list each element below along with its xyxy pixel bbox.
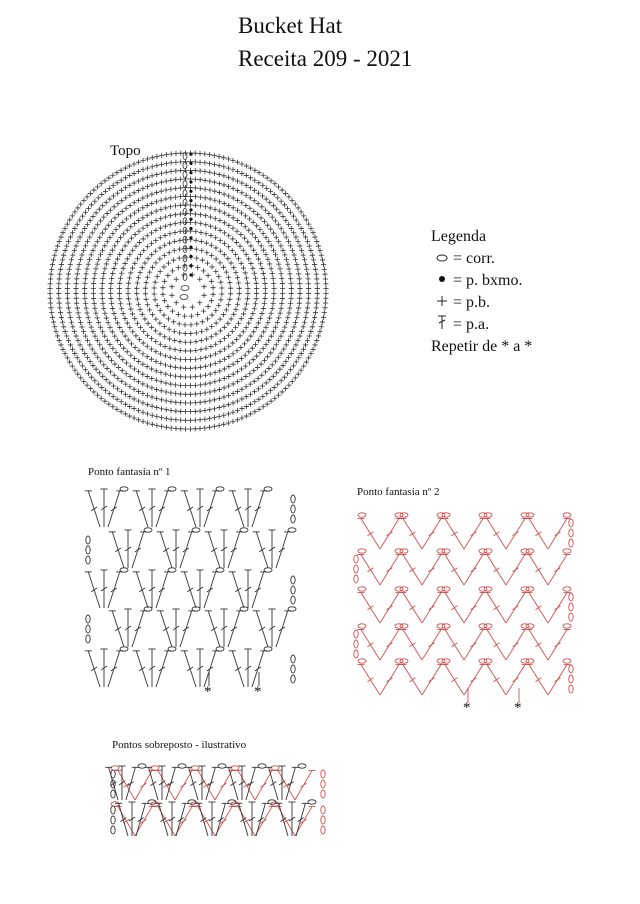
double-crochet-mark xyxy=(225,767,238,800)
double-crochet-mark xyxy=(199,766,206,800)
legend-heading: Legenda xyxy=(431,228,487,245)
double-crochet-mark xyxy=(295,771,316,800)
chain-mark xyxy=(321,816,325,824)
double-crochet-mark xyxy=(235,771,256,800)
double-crochet-mark xyxy=(129,802,136,836)
repeat-mark: * xyxy=(204,684,212,700)
chain-mark xyxy=(321,806,325,814)
page-subtitle: Receita 209 - 2021 xyxy=(238,46,413,71)
legend-text: = p.b. xyxy=(453,294,491,311)
double-crochet-mark xyxy=(289,802,296,836)
double-crochet-mark xyxy=(215,771,236,800)
dc-slash xyxy=(261,783,267,787)
double-crochet-mark xyxy=(135,771,156,800)
double-crochet-mark xyxy=(195,771,216,800)
chain-mark xyxy=(111,802,119,806)
overlay-label: Pontos sobreposto - ilustrativo xyxy=(112,739,247,751)
chain-mark xyxy=(218,764,226,768)
dc-slash xyxy=(261,819,267,823)
legend-text: = p. bxmo. xyxy=(453,272,523,289)
legend-text: = p.a. xyxy=(453,316,490,333)
legend-text: = corr. xyxy=(453,250,495,267)
dc-slash xyxy=(181,819,187,823)
chain-mark xyxy=(111,790,115,798)
double-crochet-mark xyxy=(275,771,296,800)
chain-mark xyxy=(138,764,146,768)
dc-slash xyxy=(301,819,307,823)
chain-mark xyxy=(191,766,199,770)
legend-repeat-note: Repetir de * a * xyxy=(431,338,533,355)
dc-slash xyxy=(181,783,187,787)
double-crochet-mark xyxy=(255,771,276,800)
double-crochet-mark xyxy=(155,771,176,800)
pattern1-label: Ponto fantasia nº 1 xyxy=(88,466,171,478)
page-title: Bucket Hat xyxy=(238,13,343,38)
double-crochet-mark xyxy=(169,802,176,836)
top-label: Topo xyxy=(110,143,141,159)
repeat-mark: * xyxy=(254,684,262,700)
double-crochet-mark xyxy=(279,766,286,800)
chain-mark xyxy=(111,816,115,824)
dc-slash xyxy=(221,819,227,823)
dc-slash xyxy=(141,819,147,823)
double-crochet-mark xyxy=(209,802,216,836)
repeat-mark: * xyxy=(463,700,471,716)
double-crochet-mark xyxy=(115,771,136,800)
chain-mark xyxy=(111,826,115,834)
chain-mark xyxy=(111,766,119,770)
chain-mark xyxy=(321,770,325,778)
chain-mark xyxy=(231,766,239,770)
repeat-mark: * xyxy=(514,700,522,716)
double-crochet-mark xyxy=(249,802,256,836)
chain-mark xyxy=(308,800,316,804)
double-crochet-mark xyxy=(105,767,118,800)
double-crochet-mark xyxy=(145,767,158,800)
chain-mark xyxy=(258,764,266,768)
double-crochet-mark xyxy=(119,766,126,800)
chain-mark xyxy=(111,806,115,814)
double-crochet-mark xyxy=(265,767,278,800)
double-crochet-mark xyxy=(185,767,198,800)
dc-slash xyxy=(141,783,147,787)
pattern2-label: Ponto fantasia nº 2 xyxy=(357,486,440,498)
chain-mark xyxy=(321,826,325,834)
chain-mark xyxy=(321,790,325,798)
dc-slash xyxy=(221,783,227,787)
chain-mark xyxy=(178,764,186,768)
chain-mark xyxy=(271,766,279,770)
double-crochet-mark xyxy=(175,771,196,800)
chain-mark xyxy=(321,780,325,788)
chain-mark xyxy=(151,766,159,770)
double-crochet-mark xyxy=(159,766,166,800)
double-crochet-mark xyxy=(239,766,246,800)
dc-slash xyxy=(301,783,307,787)
chain-mark xyxy=(298,764,306,768)
